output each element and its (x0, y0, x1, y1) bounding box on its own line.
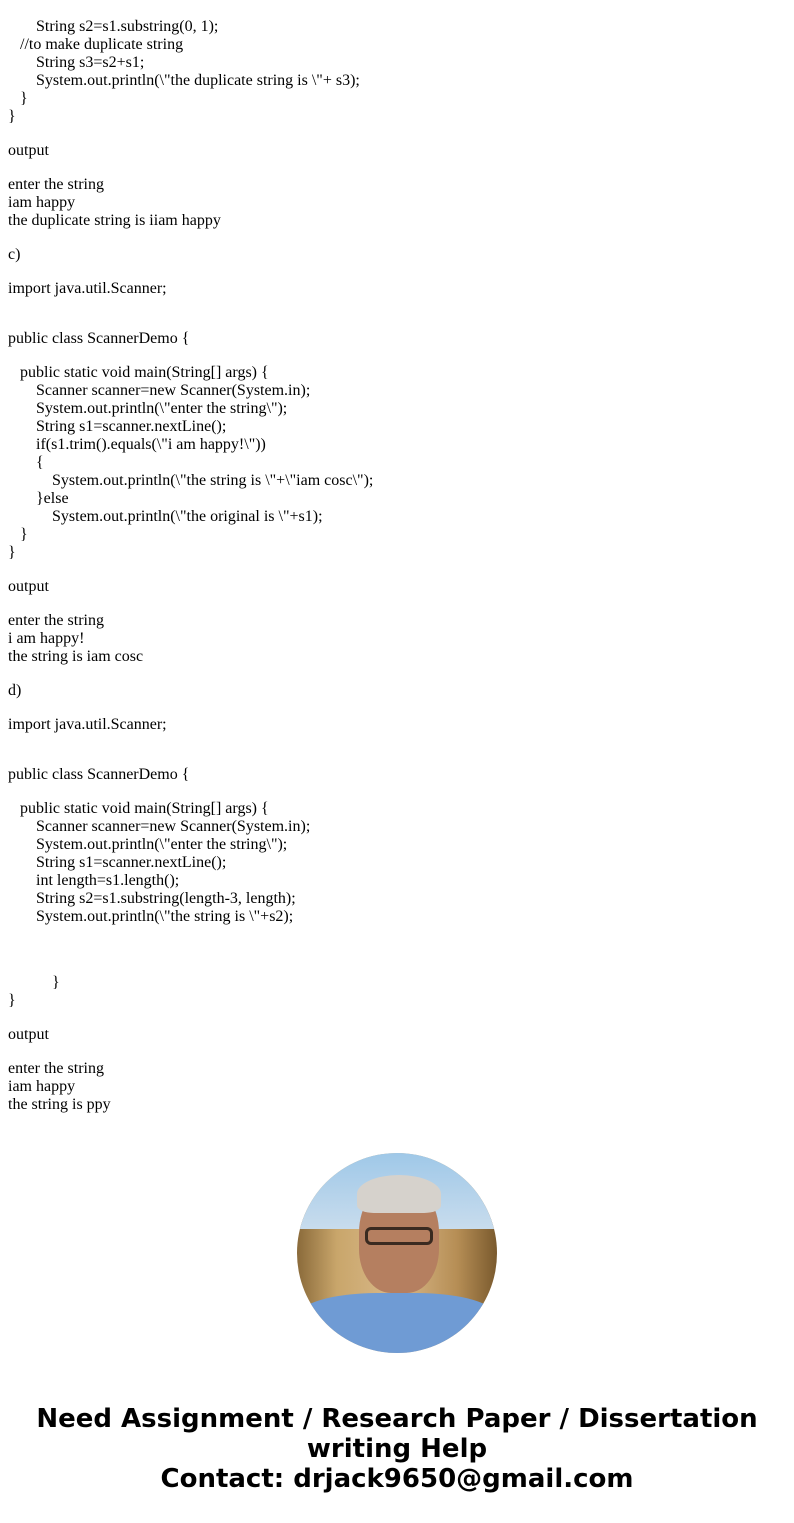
code-line: { (36, 454, 44, 471)
code-line: } (8, 108, 16, 125)
code-line: output (8, 1026, 49, 1043)
code-line: String s3=s2+s1; (36, 54, 145, 71)
code-line: String s1=scanner.nextLine(); (36, 418, 227, 435)
code-line: //to make duplicate string (20, 36, 184, 53)
code-line: System.out.println(\"the duplicate string is \"+ s3); (36, 72, 360, 89)
code-line: System.out.println(\"the string is \"+\"iam cosc\"); (52, 472, 374, 489)
code-line: int length=s1.length(); (36, 872, 180, 889)
code-line: enter the string (8, 612, 104, 629)
code-line: iam happy (8, 194, 76, 211)
author-avatar (297, 1153, 497, 1353)
code-line: i am happy! (8, 630, 85, 647)
code-line: enter the string (8, 176, 104, 193)
code-line: System.out.println(\"enter the string\"); (36, 836, 288, 853)
blank-line (8, 348, 794, 364)
promo-banner (0, 1404, 794, 1494)
code-line: import java.util.Scanner; (8, 716, 167, 733)
code-line: d) (8, 682, 22, 699)
blank-line (8, 264, 794, 280)
blank-line (8, 562, 794, 578)
code-line: } (8, 544, 16, 561)
code-line: String s2=s1.substring(0, 1); (36, 18, 219, 35)
blank-line (8, 314, 794, 330)
code-line: Scanner scanner=new Scanner(System.in); (36, 818, 311, 835)
code-line: } (20, 90, 28, 107)
code-line: } (8, 992, 16, 1009)
blank-line (8, 1010, 794, 1026)
code-line: String s1=scanner.nextLine(); (36, 854, 227, 871)
code-line: } (20, 526, 28, 543)
code-line: import java.util.Scanner; (8, 280, 167, 297)
code-line: String s2=s1.substring(length-3, length); (36, 890, 296, 907)
code-line: the string is ppy (8, 1096, 111, 1113)
blank-line (8, 926, 794, 942)
code-line: output (8, 578, 49, 595)
blank-line (8, 750, 794, 766)
code-line: }else (36, 490, 69, 507)
code-line: output (8, 142, 49, 159)
document-body (8, 18, 794, 1114)
blank-line (8, 596, 794, 612)
blank-line (8, 666, 794, 682)
code-line: Scanner scanner=new Scanner(System.in); (36, 382, 311, 399)
promo-line-1: Need Assignment / Research Paper / Dissertation (36, 1404, 758, 1434)
blank-line (8, 942, 794, 958)
code-line: public class ScannerDemo { (8, 330, 190, 347)
blank-line (8, 160, 794, 176)
code-line: the duplicate string is iiam happy (8, 212, 221, 229)
code-line: System.out.println(\"the string is \"+s2); (36, 908, 294, 925)
blank-line (8, 734, 794, 750)
code-line: c) (8, 246, 21, 263)
glasses-icon (365, 1227, 433, 1245)
promo-line-2: writing Help (306, 1434, 488, 1464)
code-line: iam happy (8, 1078, 76, 1095)
blank-line (8, 958, 794, 974)
promo-contact[interactable]: Contact: drjack9650@gmail.com (160, 1464, 634, 1494)
blank-line (8, 298, 794, 314)
blank-line (8, 1044, 794, 1060)
code-line: System.out.println(\"the original is \"+s1); (52, 508, 323, 525)
code-line: System.out.println(\"enter the string\"); (36, 400, 288, 417)
code-line: public static void main(String[] args) { (20, 364, 269, 381)
code-line: public static void main(String[] args) { (20, 800, 269, 817)
code-line: enter the string (8, 1060, 104, 1077)
code-line: } (52, 974, 60, 991)
blank-line (8, 784, 794, 800)
blank-line (8, 700, 794, 716)
code-line: public class ScannerDemo { (8, 766, 190, 783)
blank-line (8, 230, 794, 246)
code-line: if(s1.trim().equals(\"i am happy!\")) (36, 436, 266, 453)
code-line: the string is iam cosc (8, 648, 144, 665)
blank-line (8, 126, 794, 142)
